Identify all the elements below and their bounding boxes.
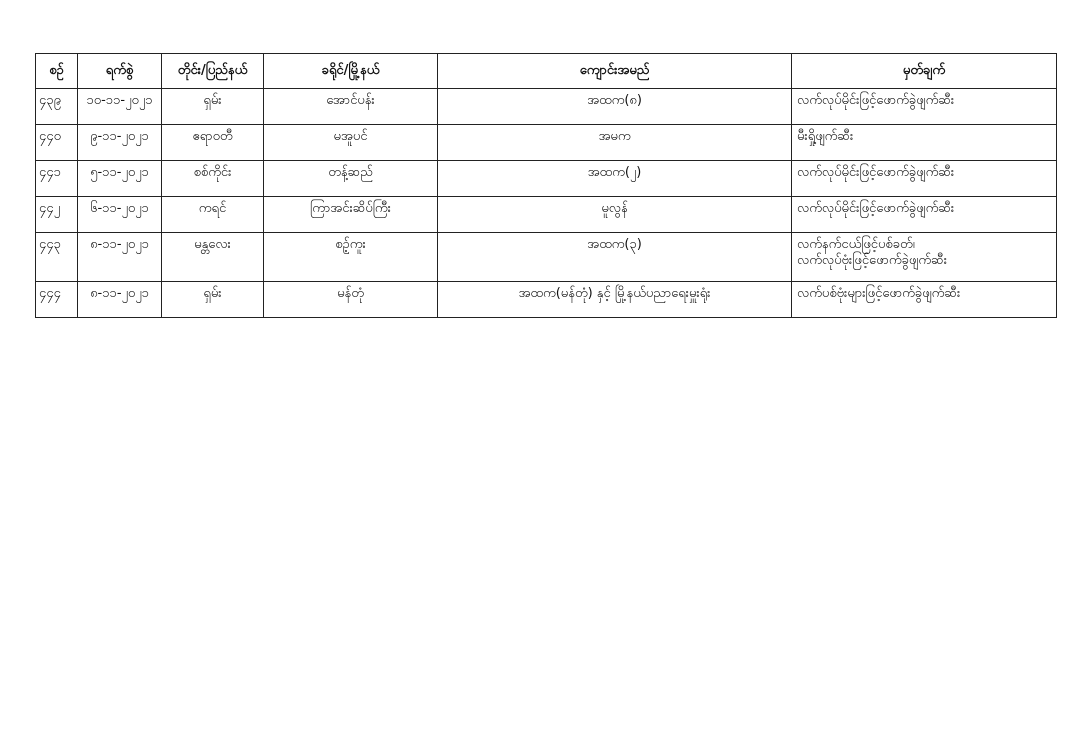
cell-school-name: မူလွန်	[438, 197, 792, 233]
cell-serial-no: ၄၄၀	[36, 125, 78, 161]
cell-date: ၆-၁၁-၂၀၂၁	[78, 197, 162, 233]
remark-line: လက်လုပ်မိုင်းဖြင့်ဖောက်ခွဲဖျက်ဆီး	[797, 93, 955, 108]
header-serial-no: စဉ်	[36, 54, 78, 89]
table-row	[36, 89, 1057, 125]
cell-school-name: အမက	[438, 125, 792, 161]
cell-township: အောင်ပန်း	[264, 89, 438, 125]
cell-date: ၅-၁၁-၂၀၂၁	[78, 161, 162, 197]
remark-line: မီးရှို့ဖျက်ဆီး	[797, 129, 854, 144]
cell-date: ၈-၁၁-၂၀၂၁	[78, 282, 162, 318]
header-school-name: ကျောင်းအမည်	[438, 54, 792, 89]
remark-line: လက်နက်ငယ်ဖြင့်ပစ်ခတ်၊	[797, 237, 915, 252]
cell-region: ဧရာဝတီ	[162, 125, 264, 161]
cell-region: စစ်ကိုင်း	[162, 161, 264, 197]
cell-township: မအူပင်	[264, 125, 438, 161]
remark-line: လက်လုပ်မိုင်းဖြင့်ဖောက်ခွဲဖျက်ဆီး	[797, 201, 955, 216]
table-row	[36, 125, 1057, 161]
header-township: ခရိုင်/မြို့နယ်	[264, 54, 438, 89]
cell-remarks	[792, 233, 1057, 282]
cell-region: ရှမ်း	[162, 89, 264, 125]
cell-township: ကြာအင်းဆိပ်ကြီး	[264, 197, 438, 233]
cell-school-name: အထက(၃)	[438, 233, 792, 282]
cell-region: ကရင်	[162, 197, 264, 233]
cell-township: စဥ့်ကူး	[264, 233, 438, 282]
cell-serial-no: ၄၄၄	[36, 282, 78, 318]
remark-line: လက်လုပ်ဗုံးဖြင့်ဖောက်ခွဲဖျက်ဆီး	[797, 253, 947, 268]
header-remarks: မှတ်ချက်	[792, 54, 1057, 89]
header-date: ရက်စွဲ	[78, 54, 162, 89]
table-row	[36, 197, 1057, 233]
cell-region: မန္တလေး	[162, 233, 264, 282]
cell-region: ရှမ်း	[162, 282, 264, 318]
cell-school-name: အထက(၂)	[438, 161, 792, 197]
header-region: တိုင်း/ပြည်နယ်	[162, 54, 264, 89]
cell-school-name: အထက(မန်တုံ) နှင့် မြို့နယ်ပညာရေးမှူးရုံး	[438, 282, 792, 318]
table-body	[36, 89, 1057, 318]
cell-remarks	[792, 89, 1057, 125]
cell-serial-no: ၄၄၂	[36, 197, 78, 233]
cell-serial-no: ၄၄၁	[36, 161, 78, 197]
cell-date: ၈-၁၁-၂၀၂၁	[78, 233, 162, 282]
cell-date: ၁၀-၁၁-၂၀၂၁	[78, 89, 162, 125]
remark-line: လက်လုပ်မိုင်းဖြင့်ဖောက်ခွဲဖျက်ဆီး	[797, 165, 955, 180]
cell-serial-no: ၄၃၉	[36, 89, 78, 125]
cell-township: တန့်ဆည်	[264, 161, 438, 197]
cell-remarks	[792, 161, 1057, 197]
cell-township: မန်တုံ	[264, 282, 438, 318]
cell-remarks	[792, 125, 1057, 161]
header-row	[36, 54, 1057, 89]
table-header	[36, 54, 1057, 89]
cell-date: ၉-၁၁-၂၀၂၁	[78, 125, 162, 161]
table-row	[36, 161, 1057, 197]
remark-line: လက်ပစ်ဗုံးများဖြင့်ဖောက်ခွဲဖျက်ဆီး	[797, 286, 961, 301]
table-row	[36, 282, 1057, 318]
table-row	[36, 233, 1057, 282]
cell-serial-no: ၄၄၃	[36, 233, 78, 282]
cell-remarks	[792, 197, 1057, 233]
cell-school-name: အထက(၈)	[438, 89, 792, 125]
incident-table	[35, 53, 1057, 318]
cell-remarks	[792, 282, 1057, 318]
